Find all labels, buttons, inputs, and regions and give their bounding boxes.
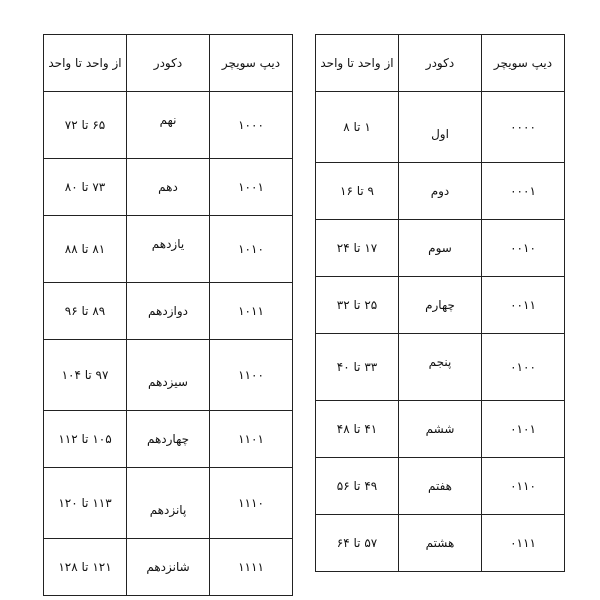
decoder-cell: اول (399, 92, 482, 163)
decoder-cell: پانزدهم (127, 468, 210, 539)
decoder-cell: نهم (127, 92, 210, 159)
dip-switch-cell: ۰۰۰۱ (482, 163, 565, 220)
range-cell: ۴۱ تا ۴۸ (316, 401, 399, 458)
decoder-cell: چهارم (399, 277, 482, 334)
decoder-cell: سیزدهم (127, 340, 210, 411)
dip-switch-cell: ۰۱۱۰ (482, 458, 565, 515)
decoder-cell: چهاردهم (127, 411, 210, 468)
header-range: از واحد تا واحد (44, 35, 127, 92)
range-cell: ۱ تا ۸ (316, 92, 399, 163)
range-cell: ۲۵ تا ۳۲ (316, 277, 399, 334)
table-row (44, 92, 293, 159)
decoder-cell: یازدهم (127, 216, 210, 283)
range-cell: ۵۷ تا ۶۴ (316, 515, 399, 572)
header-range: از واحد تا واحد (316, 35, 399, 92)
range-cell: ۱۷ تا ۲۴ (316, 220, 399, 277)
range-cell: ۸۹ تا ۹۶ (44, 283, 127, 340)
header-row (316, 35, 565, 92)
dip-switch-cell: ۱۱۰۰ (210, 340, 293, 411)
table-row (316, 515, 565, 572)
range-cell: ۹ تا ۱۶ (316, 163, 399, 220)
table-row (316, 458, 565, 515)
dip-switch-cell: ۰۰۰۰ (482, 92, 565, 163)
table-row (316, 220, 565, 277)
header-dip-switch: دیپ سویچر (210, 35, 293, 92)
dip-switch-cell: ۱۰۱۱ (210, 283, 293, 340)
decoder-table-left (43, 34, 293, 596)
table-row (316, 92, 565, 163)
table-row (44, 216, 293, 283)
range-cell: ۷۳ تا ۸۰ (44, 159, 127, 216)
decoder-cell: دوم (399, 163, 482, 220)
table-row (44, 159, 293, 216)
decoder-cell: ششم (399, 401, 482, 458)
table-row (44, 411, 293, 468)
range-cell: ۱۱۳ تا ۱۲۰ (44, 468, 127, 539)
range-cell: ۴۹ تا ۵۶ (316, 458, 399, 515)
table-row (44, 539, 293, 596)
header-decoder: دکودر (399, 35, 482, 92)
range-cell: ۶۵ تا ۷۲ (44, 92, 127, 159)
dip-switch-cell: ۰۱۱۱ (482, 515, 565, 572)
header-dip-switch: دیپ سویچر (482, 35, 565, 92)
dip-switch-cell: ۱۱۱۱ (210, 539, 293, 596)
table-row (316, 401, 565, 458)
dip-switch-cell: ۱۰۰۰ (210, 92, 293, 159)
range-cell: ۱۰۵ تا ۱۱۲ (44, 411, 127, 468)
dip-switch-cell: ۱۱۰۱ (210, 411, 293, 468)
table-row (44, 468, 293, 539)
decoder-cell: سوم (399, 220, 482, 277)
range-cell: ۹۷ تا ۱۰۴ (44, 340, 127, 411)
dip-switch-cell: ۰۱۰۰ (482, 334, 565, 401)
table-row (44, 340, 293, 411)
decoder-cell: شانزدهم (127, 539, 210, 596)
table-row (316, 163, 565, 220)
table-row (44, 283, 293, 340)
decoder-table-right (315, 34, 565, 572)
decoder-cell: دهم (127, 159, 210, 216)
header-row (44, 35, 293, 92)
dip-switch-cell: ۰۰۱۰ (482, 220, 565, 277)
dip-switch-cell: ۱۰۰۱ (210, 159, 293, 216)
dip-switch-cell: ۰۰۱۱ (482, 277, 565, 334)
range-cell: ۳۳ تا ۴۰ (316, 334, 399, 401)
dip-switch-cell: ۱۰۱۰ (210, 216, 293, 283)
decoder-cell: دوازدهم (127, 283, 210, 340)
range-cell: ۱۲۱ تا ۱۲۸ (44, 539, 127, 596)
dip-switch-cell: ۰۱۰۱ (482, 401, 565, 458)
table-row (316, 334, 565, 401)
range-cell: ۸۱ تا ۸۸ (44, 216, 127, 283)
decoder-cell: هفتم (399, 458, 482, 515)
decoder-cell: هشتم (399, 515, 482, 572)
dip-switch-cell: ۱۱۱۰ (210, 468, 293, 539)
decoder-cell: پنجم (399, 334, 482, 401)
table-row (316, 277, 565, 334)
header-decoder: دکودر (127, 35, 210, 92)
